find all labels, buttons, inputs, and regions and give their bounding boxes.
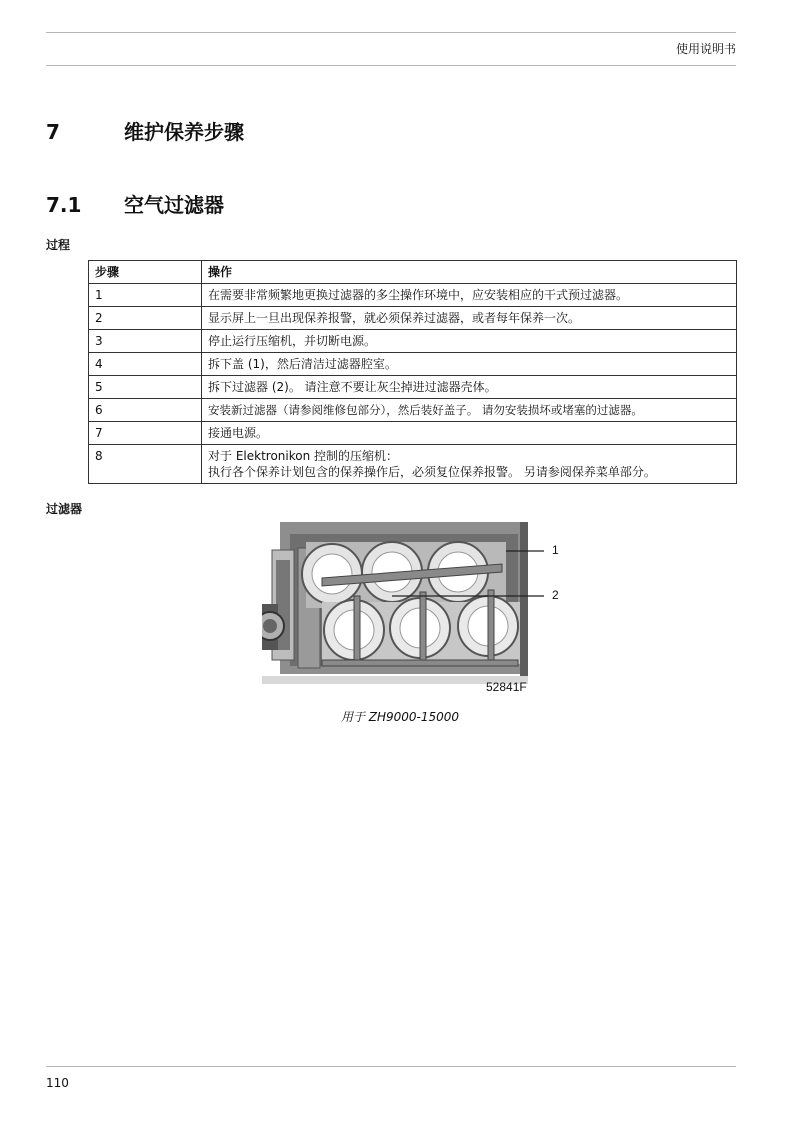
table-row: [89, 330, 737, 353]
step-action: 显示屏上一旦出现保养报警，就必须保养过滤器，或者每年保养一次。: [202, 307, 737, 330]
callout-2: 2: [552, 588, 559, 602]
table-row: [89, 307, 737, 330]
step-number: 7: [89, 422, 202, 445]
header-rule-bottom: [46, 65, 736, 66]
callout-1: 1: [552, 543, 559, 557]
table-row: [89, 353, 737, 376]
step-action: 接通电源。: [202, 422, 737, 445]
step-number: 4: [89, 353, 202, 376]
document-title: 使用说明书: [675, 42, 736, 56]
section-heading: [46, 189, 224, 218]
filter-housing-illustration: [262, 520, 572, 700]
chapter-heading: [46, 116, 244, 145]
step-number: 6: [89, 399, 202, 422]
step-action: 拆下盖 (1)，然后清洁过滤器腔室。: [202, 353, 737, 376]
step-number: 2: [89, 307, 202, 330]
step-action: 安装新过滤器（请参阅维修包部分），然后装好盖子。 请勿安装损坏或堵塞的过滤器。: [202, 399, 737, 422]
step-number: 1: [89, 284, 202, 307]
column-header-step: 步骤: [89, 261, 202, 284]
step-number: 3: [89, 330, 202, 353]
step-action: 停止运行压缩机，并切断电源。: [202, 330, 737, 353]
step-action-line-1: 对于 Elektronikon 控制的压缩机：: [208, 449, 399, 463]
step-number: 8: [89, 445, 202, 484]
step-action: [202, 445, 737, 484]
table-row: [89, 399, 737, 422]
footer-rule: [46, 1066, 736, 1067]
table-header-row: [89, 261, 737, 284]
step-action-line-2: 执行各个保养计划包含的保养操作后，必须复位保养报警。 另请参阅保养菜单部分。: [208, 465, 656, 479]
table-row: [89, 422, 737, 445]
table-row: [89, 376, 737, 399]
figure-label: 过滤器: [46, 502, 83, 516]
table-row: [89, 445, 737, 484]
figure-caption: 用于 ZH9000-15000: [340, 710, 460, 724]
column-header-action: 操作: [202, 261, 737, 284]
page-number: 110: [46, 1076, 69, 1090]
section-title: 空气过滤器: [124, 193, 224, 217]
step-action: 拆下过滤器 (2)。 请注意不要让灰尘掉进过滤器壳体。: [202, 376, 737, 399]
step-number: 5: [89, 376, 202, 399]
procedure-table: [88, 260, 737, 484]
chapter-number: 7: [46, 120, 60, 144]
procedure-label: 过程: [46, 238, 71, 252]
image-code: 52841F: [486, 680, 527, 694]
section-number: 7.1: [46, 193, 82, 217]
table-row: [89, 284, 737, 307]
step-action: 在需要非常频繁地更换过滤器的多尘操作环境中，应安装相应的干式预过滤器。: [202, 284, 737, 307]
chapter-title: 维护保养步骤: [124, 120, 244, 144]
header-rule-top: [46, 32, 736, 33]
air-filter-figure: [262, 520, 572, 700]
